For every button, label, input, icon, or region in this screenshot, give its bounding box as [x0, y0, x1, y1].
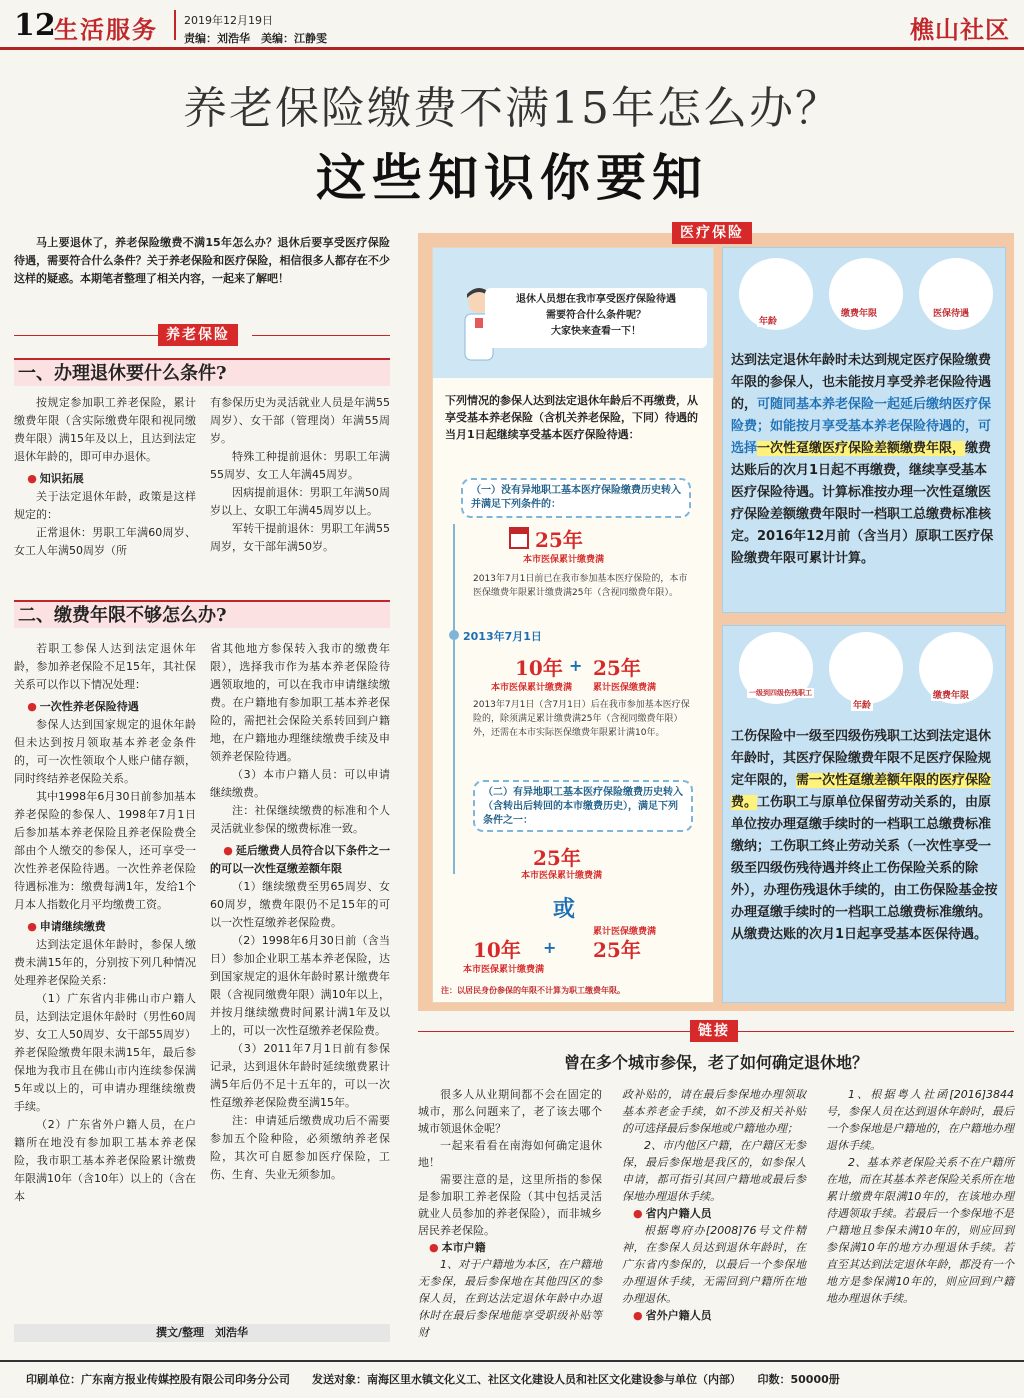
- subheading: ● 申请继续缴费: [14, 918, 196, 936]
- link-col3: [826, 1086, 1014, 1307]
- years-10b: 10年: [473, 938, 521, 962]
- calendar-icon: [509, 524, 529, 550]
- link-title: 曾在多个城市参保，老了如何确定退休地？: [563, 1053, 868, 1072]
- speech-bubble: [485, 288, 707, 348]
- note-2: 2013年7月1日（含7月1日）后在我市参加基本医疗保险的，除须满足累计缴费满25年（含视同缴费年限）外，还需在本市实际医保缴费年限累计满10年。: [473, 700, 690, 738]
- headline: 养老保险缴费不满15年怎么办？: [183, 83, 841, 134]
- rule-right: [252, 335, 390, 336]
- medical-tag: 医疗保险: [672, 222, 752, 244]
- subheading: ● 知识拓展: [14, 470, 196, 488]
- medical-text-2: [731, 726, 999, 946]
- section-1-title: 一、办理退休要什么条件?: [14, 358, 390, 386]
- paragraph: （3）2011年7月1日前有参保记录，达到退休年龄时延续缴费累计满5年后仍不足十五年的，可以一次性趸缴养老保险费至满15年。: [210, 1042, 390, 1109]
- paragraph: 因病提前退休：男职工年满50周岁以上、女职工年满45周岁以上。: [210, 486, 390, 517]
- subheading: ● 本市户籍: [418, 1239, 602, 1256]
- text-run: 工伤保险中一级至四级伤残职工达到法定退休年龄时，其医疗保险缴费年限不足医疗保险规定年限的，: [731, 729, 992, 788]
- paragraph: （1）继续缴费至男65周岁、女60周岁，缴费年限仍不足15年的可以一次性趸缴养老保险费。: [210, 880, 390, 929]
- paragraph: （3）本市户籍人员：可以申请继续缴费。: [210, 768, 390, 799]
- condition-box-2: （二）有异地职工基本医疗保险缴费历史转入（含转出后转回的本市缴费历史），满足下列条件之一：: [473, 780, 693, 832]
- paragraph: 1、根据粤人社函[2016]3844号，参保人员在达到退休年龄时，最后一个参保地是户籍地的，在户籍地办理退休手续。: [826, 1088, 1014, 1152]
- s1-col1: [14, 394, 196, 560]
- text-run: 达到法定退休年龄时未达到规定医疗保险缴费年限的参保人，也未能按月享受养老保险待遇的，: [731, 353, 992, 412]
- link-tag: 链接: [690, 1020, 738, 1042]
- paragraph: 注：申请延后缴费成功后不需要参加五个险种险，必须缴纳养老保险，其次可自愿参加医疗保险，工伤、生育、失业无须参加。: [210, 1114, 390, 1181]
- foot-note: 注：以居民身份参保的年限不计算为职工缴费年限。: [441, 986, 625, 995]
- hero-illustration: [433, 248, 713, 378]
- years-25d: 25年: [593, 938, 641, 962]
- years-25c: 25年: [533, 846, 581, 870]
- s2-col2: [210, 640, 390, 1184]
- medical-text-1: [731, 350, 999, 570]
- paragraph: 2、市内他区户籍，在户籍区无参保，最后参保地是我区的，如参保人申请，都可指引其回户籍地或最后参保地办理退休手续。: [622, 1139, 806, 1203]
- paragraph: 需要注意的是，这里所指的参保是参加职工养老保险（其中包括灵活就业人员参加的养老保险），而非城乡居民养老保险。: [418, 1173, 602, 1237]
- byline: 撰文/整理 刘浩华: [14, 1324, 390, 1342]
- cap-total-2: 累计医保缴费满: [593, 683, 657, 693]
- cap-total: 本市医保累计缴费满: [523, 555, 605, 565]
- plus-sign-2: +: [543, 938, 557, 957]
- s1-col2: [210, 394, 390, 556]
- medical-right-panel-2: [722, 625, 1006, 1003]
- subheading: ● 省外户籍人员: [622, 1307, 806, 1324]
- icon-label: 一级到四级伤残职工: [749, 689, 812, 697]
- plus-sign: +: [569, 656, 583, 675]
- highlight: 一次性趸缴医疗保险差额缴费年限，: [757, 441, 966, 456]
- paragraph: 政补贴的，请在最后参保地办理领取基本养老金手续，如不涉及相关补贴的可选择最后参保地或户籍地办理；: [622, 1088, 806, 1135]
- text-run: 工伤职工与原单位保留劳动关系的，由原单位按办理趸缴手续时的一档职工总缴费标准缴纳；工伤职工终止劳动关系（一次性享受一级至四级伤残待遇并终止工伤保险关系的除外），办理伤残退休手续的，由工伤保险基金按办理趸缴手续时的一档职工总缴费标准缴纳。从缴费达账的次月1日起享受基本医保待遇。: [731, 795, 998, 942]
- bubble-line: 退休人员想在我市享受医疗保险待遇: [516, 294, 676, 305]
- timeline-line: [453, 524, 455, 874]
- paragraph: （2）1998年6月30日前（含当日）参加企业职工基本养老保险，达到国家规定的退休年龄时累计缴费年限（含视同缴费年限）满10年以上，并按月继续缴费时间累计满1年及以上的，可以一次性趸缴养老保险费。: [210, 934, 390, 1037]
- subheading: ● 省内户籍人员: [622, 1205, 806, 1222]
- page-header: [0, 0, 1024, 50]
- years-10: 10年: [515, 656, 563, 680]
- text-run: 可随同基本养老保险一起延后缴纳医疗保险费；如能按月享受基本养老保险待遇的，可选择: [731, 397, 992, 456]
- paper-logo: 樵山社区: [910, 15, 1010, 44]
- icon-label: 医保待遇: [931, 306, 971, 319]
- paragraph: 军转干提前退休：男职工年满55周岁，女干部年满50岁。: [210, 522, 390, 553]
- paragraph: 有参保历史为灵活就业人员是年满55周岁）、女干部（管理岗）年满55周岁。: [210, 396, 390, 445]
- link-col1: [418, 1086, 602, 1341]
- icon-label: 年龄: [757, 314, 779, 327]
- text-run: 缴费达账后的次月1日起不再缴费，继续享受基本医疗保险待遇。计算标准按办理一次性趸缴医疗保险差额缴费年限时一档职工总缴费标准核定。2016年12月前（含当月）原职工医疗保险缴费年限可累计计算。: [731, 441, 994, 566]
- rule-left: [14, 335, 164, 336]
- paragraph: 正常退休：男职工年满60周岁、女工人年满50周岁（所: [14, 526, 196, 557]
- icon-label: 年龄: [851, 698, 873, 711]
- pension-tag: 养老保险: [158, 324, 238, 346]
- years-25b: 25年: [593, 656, 641, 680]
- years-25: 25年: [535, 528, 583, 552]
- paragraph: （2）广东省外户籍人员，在户籍所在地没有参加职工基本养老保险，我市职工基本养老保险累计缴费年限满10年（含10年）以上的（含在本: [14, 1118, 196, 1203]
- age-icon: [829, 632, 903, 704]
- paragraph: 若职工参保人达到法定退休年龄，参加养老保险不足15年，其社保关系可以作以下情况处理：: [14, 642, 196, 691]
- icon-label: 缴费年限: [931, 688, 971, 701]
- link-col2: [622, 1086, 806, 1324]
- timeline-dot: [449, 630, 459, 640]
- issue-date: 2019年12月19日: [184, 14, 273, 27]
- condition-box-1: （一）没有异地职工基本医疗保险缴费历史转入并满足下列条件的：: [461, 478, 691, 518]
- bubble-line: 需要符合什么条件呢？: [546, 310, 646, 321]
- medical-left-panel: [432, 247, 714, 1003]
- paragraph: 特殊工种提前退休：男职工年满55周岁、女工人年满45周岁。: [210, 450, 390, 481]
- medical-intro: 下列情况的参保人达到法定退休年龄后不再缴费，从享受基本养老保险（含机关养老保险，下同）待遇的当月1日起继续享受基本医疗保险待遇：: [445, 394, 698, 441]
- paragraph: 达到法定退休年龄时，参保人缴费未满15年的，分别按下列几种情况处理养老保险关系：: [14, 938, 196, 987]
- medical-right-panel-1: [722, 247, 1006, 613]
- paragraph: 其中1998年6月30日前参加基本养老保险的参保人、1998年7月1日后参加基本养老保险且养老保险费全部由个人缴交的参保人，还可享受一次性养老保险待遇。一次性养老保险待遇标准为：缴费每满1年，发给1个月本人指数化月平均缴费工资。: [14, 790, 196, 911]
- paragraph: 注：社保继续缴费的标准和个人灵活就业参保的缴费标准一致。: [210, 804, 390, 835]
- timeline-date: 2013年7月1日: [463, 630, 542, 643]
- header-divider: [174, 10, 176, 40]
- or-text: 或: [553, 897, 576, 922]
- paragraph: 2、基本养老保险关系不在户籍所在地，而在其基本养老保险关系所在地累计缴费年限满10年的，在该地办理待遇领取手续。若最后一个参保地不是户籍地且参保未满10年的，则应回到参保满10年的地方办理退休手续。若直至其达到法定退休年龄，都没有一个地方是参保满10年的，则应回到户籍地办理退休手续。: [826, 1156, 1014, 1305]
- paragraph: 一起来看看在南海如何确定退休地！: [418, 1139, 602, 1169]
- page-number: 12: [14, 8, 56, 43]
- paragraph: 1、对于户籍地为本区，在户籍地无参保，最后参保地在其他四区的参保人员，在到达法定退休年龄中办退休时在最后参保地能享受职级补贴等财: [418, 1258, 602, 1339]
- cap-total-4: 本市医保累计缴费满: [521, 871, 603, 881]
- bubble-line: 大家快来查看一下！: [551, 326, 641, 337]
- subheadline: 这些知识你要知: [316, 148, 708, 207]
- paragraph: 很多人从业期间都不会在固定的城市，那么问题来了，老了该去哪个城市领退休金呢？: [418, 1088, 602, 1135]
- subheading: ● 延后缴费人员符合以下条件之一的可以一次性趸缴差额年限: [210, 842, 390, 878]
- section-2-title: 二、缴费年限不够怎么办?: [14, 600, 390, 628]
- paragraph: （1）广东省内非佛山市户籍人员，达到法定退休年龄时（男性60周岁、女工人50周岁、女干部55周岁）养老保险缴费年限未满15年，最后参保地为我市且在佛山市内连续参保满5年或以上的，可申请办理继续缴费手续。: [14, 992, 196, 1113]
- calendar-icon: [829, 258, 903, 330]
- paragraph: 关于法定退休年龄，政策是这样规定的：: [14, 490, 196, 521]
- intro-paragraph: 马上要退休了，养老保险缴费不满15年怎么办？退休后要享受医疗保险待遇，需要符合什么条件？关于养老保险和医疗保险，相信很多人都存在不少这样的疑惑。本期笔者整理了相关内容，一起来了解吧！: [14, 236, 390, 285]
- section-name: 生活服务: [54, 15, 158, 44]
- medical-kit-icon: [919, 258, 993, 330]
- paragraph: 根据粤府办[2008]76号文件精神，在参保人员达到退休年龄时，在广东省内参保的，以最后一个参保地办理退休手续，无需回到户籍所在地办理退休。: [622, 1224, 806, 1305]
- editors: 责编：刘浩华 美编：江静雯: [184, 32, 327, 45]
- s2-col1: [14, 640, 196, 1206]
- page-footer: 印刷单位：广东南方报业传媒控股有限公司印务分公司 发送对象：南海区里水镇文化义工、社区文化建设人员和社区文化建设参与单位（内部） 印数：50000册: [0, 1360, 1024, 1398]
- subheading: ● 一次性养老保险待遇: [14, 698, 196, 716]
- cap-total-5: 本市医保累计缴费满: [463, 965, 545, 975]
- cap-total-6: 累计医保缴费满: [593, 927, 657, 937]
- paragraph: 省其他地方参保转入我市的缴费年限），选择我市作为基本养老保险待遇领取地的，可以在我市申请继续缴费。在户籍地有参加职工基本养老保险的，需把社会保险关系转回到户籍地，在户籍地办理继续缴费手续及申领养老保险待遇。: [210, 642, 390, 763]
- paragraph: 按规定参加职工养老保险，累计缴费年限（含实际缴费年限和视同缴费年限）满15年及以上，且达到法定退休年龄的，即可申办退休。: [14, 396, 196, 463]
- icon-label: 缴费年限: [839, 306, 879, 319]
- cap-total-3: 本市医保累计缴费满: [491, 683, 573, 693]
- note-1: 2013年7月1日前已在我市参加基本医疗保险的，本市医保缴费年限累计缴费满25年（含视同缴费年限）。: [473, 574, 688, 598]
- highlight: 需一次性趸缴差额年限的医疗保险费。: [731, 773, 992, 810]
- paragraph: 参保人达到国家规定的退休年龄但未达到按月领取基本养老金条件的，可一次性领取个人账户储存额，同时终结养老保险关系。: [14, 718, 196, 785]
